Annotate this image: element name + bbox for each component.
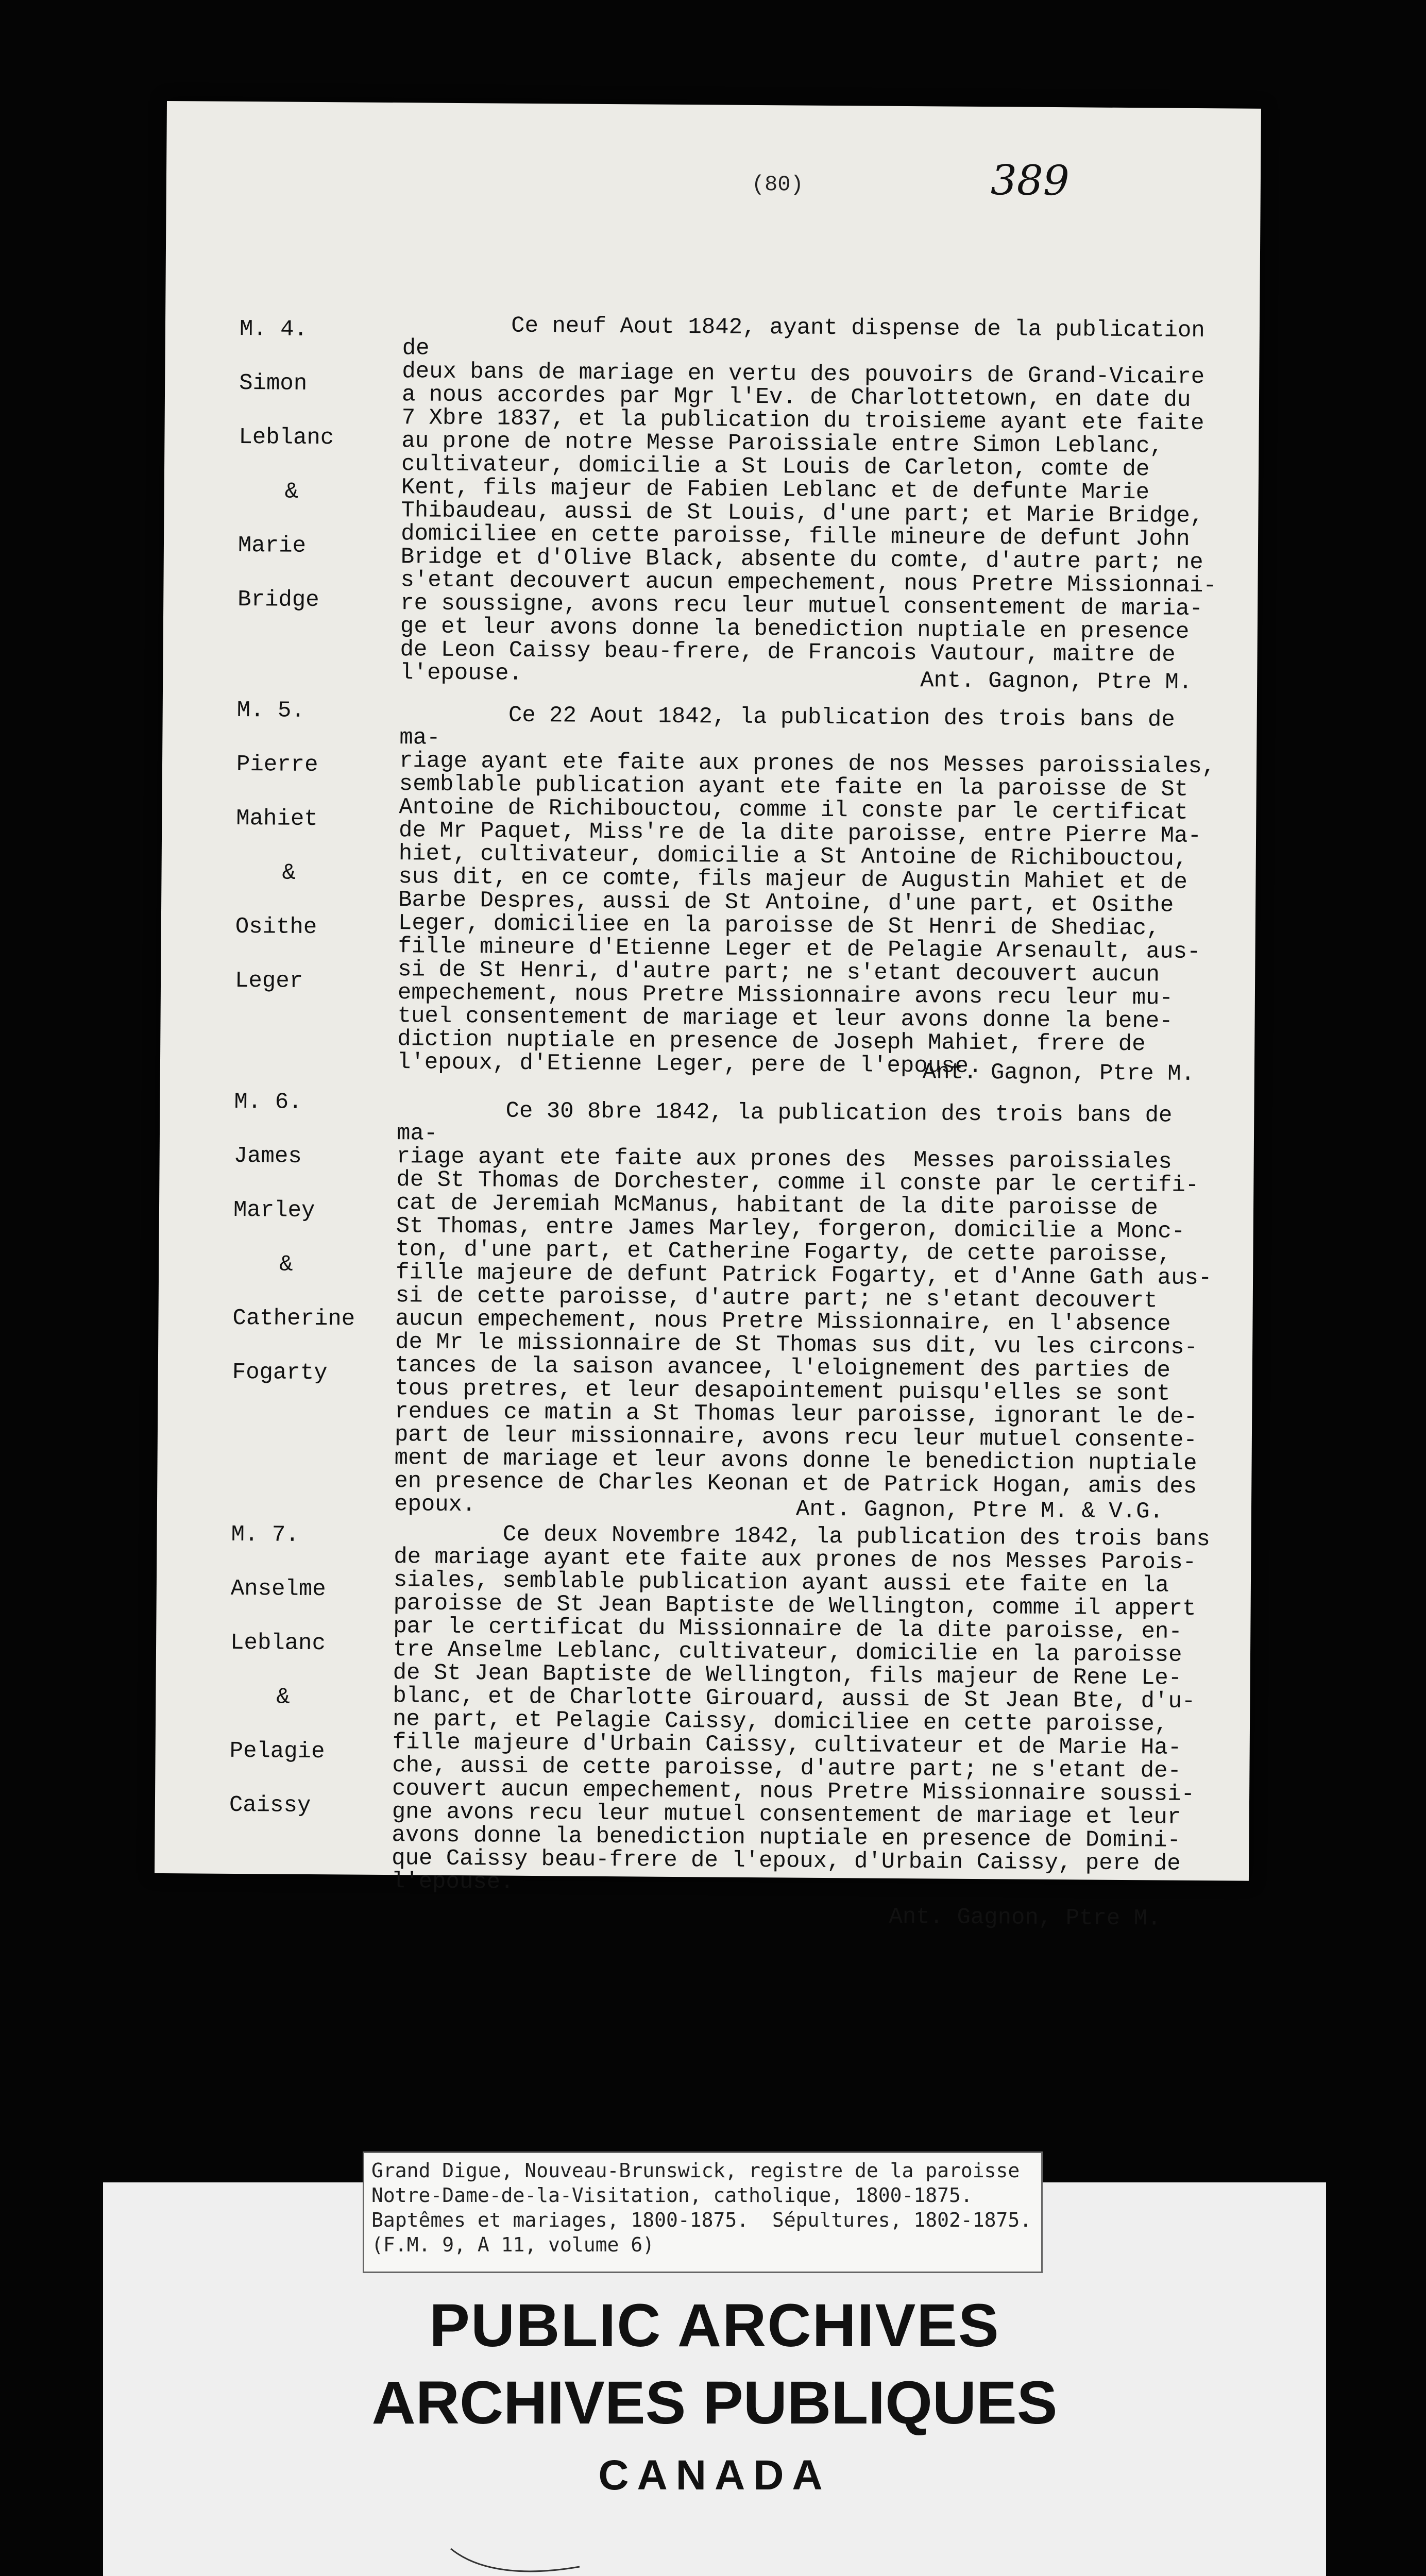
entry-number: M. 6. bbox=[234, 1089, 302, 1115]
bride-first-name: Marie bbox=[237, 532, 307, 559]
groom-surname: Leblanc bbox=[239, 424, 334, 451]
groom-first-name: Simon bbox=[239, 370, 308, 397]
priest-signature: Ant. Gagnon, Ptre M. bbox=[920, 668, 1193, 696]
entry-text: Ce deux Novembre 1842, la publication des trois bans de mariage ayant ete faite aux prones de nos Messes Parois- siales, semblable publication ayant aussi ete faite en la paroisse de St Jean Baptiste de Wellington, comme il appert par le certificat du Missionnaire de la dite paroisse, en- tre Anselme Leblanc, cultivateur, domicilie en la paroisse de St Jean Baptiste de Wellington, fils majeur de Rene Le- blanc, et de Charlotte Girouard, aussi de St Jean Bte, d'u- ne part, et Pelagie Caissy, domiciliee en cette paroisse, fille majeure d'Urbain Caissy, cultivateur et de Marie Ha- che, aussi de cette paroisse, d'autre part; ne s'etant de- couvert aucun empechement, nous Pretre Missionnaire soussi- gne avons recu leur mutuel consentement de mariage et leur avons donne la benediction nuptiale en presence de Domini- que Caissy beau-frere de l'epoux, d'Urbain Caissy, pere de l'epouse. bbox=[391, 1521, 1210, 1895]
entry-margin bbox=[229, 1508, 386, 1834]
archives-country: CANADA bbox=[598, 2452, 831, 2499]
collection-label: Grand Digue, Nouveau-Brunswick, registre de la paroisse Notre-Dame-de-la-Visitation, catholique, 1800-1875. Baptêmes et mariages, 1800-1875. Sépultures, 1802-1875. (F.M. 9, A 11, volume 6) bbox=[363, 2151, 1043, 2273]
entry-number: M. 4. bbox=[239, 316, 308, 343]
page-folio-number: 389 bbox=[990, 156, 1070, 205]
page-folio-old: (80) bbox=[751, 172, 804, 197]
bride-surname: Leger bbox=[234, 968, 303, 994]
groom-first-name: James bbox=[233, 1143, 302, 1170]
entry-number: M. 7. bbox=[231, 1521, 299, 1548]
groom-first-name: Pierre bbox=[236, 751, 318, 778]
groom-first-name: Anselme bbox=[230, 1575, 326, 1603]
entry-text: Ce 22 Aout 1842, la publication des trois bans de ma- riage ayant ete faite aux prones de nos Messes paroissiales, semblable publication ayant ete faite en la paroisse de St Antoine de Richibouctou, comme il conste par le certificat de Mr Paquet, Miss're de la dite paroisse, entre Pierre Ma- hiet, cultivateur, domicilie a St Antoine de Richibouctou, sus dit, en ce comte, fils majeur de Augustin Mahiet et de Barbe Despres, aussi de St Antoine, d'une part, et Osithe Leger, domiciliee en la paroisse de St Henri de Shediac, fille mineure d'Etienne Leger et de Pelagie Arsenault, aus- si de St Henri, d'autre part; ne s'etant decouvert aucun empechement, nous Pretre Missionnaire avons recu leur mu- tuel consentement de mariage et leur avons donne la bene- diction nuptiale en presence de Joseph Mahiet, frere de l'epoux, d'Etienne Leger, pere de l'epouse. bbox=[397, 702, 1216, 1080]
groom-surname: Mahiet bbox=[236, 805, 318, 833]
ampersand: & bbox=[282, 860, 296, 886]
marriage-entry bbox=[165, 302, 1260, 696]
groom-surname: Marley bbox=[233, 1197, 315, 1224]
archives-card bbox=[103, 2159, 1326, 2576]
ampersand: & bbox=[284, 479, 299, 505]
pen-mark bbox=[448, 2546, 582, 2576]
entry-margin bbox=[237, 302, 394, 628]
entry-text: Ce neuf Aout 1842, ayant dispense de la publication de deux bans de mariage en vertu des pouvoirs de Grand-Vicaire a nous accordes par Mgr l'Ev. de Charlottetown, en date du 7 Xbre 1837, et la publication du troisieme ayant ete faite au prone de notre Messe Paroissiale entre Simon Leblanc, cultivateur, domicilie a St Louis de Carleton, comte de Kent, fils majeur de Fabien Leblanc et de defunte Marie Thibaudeau, aussi de St Louis, d'une part; et Marie Bridge, domiciliee en cette paroisse, fille mineure de defunt John Bridge et d'Olive Black, absente du comte, d'autre part; ne s'etant decouvert aucun empechement, nous Pretre Missionnai- re soussigne, avons recu leur mutuel consentement de maria- ge et leur avons donne la benediction nuptiale en presence de Leon Caissy beau-frere, de Francois Vautour, maitre de l'epouse. bbox=[400, 312, 1219, 687]
priest-signature: Ant. Gagnon, Ptre M. bbox=[922, 1059, 1195, 1087]
bride-surname: Bridge bbox=[237, 586, 319, 614]
bride-surname: Caissy bbox=[229, 1792, 311, 1819]
entry-margin bbox=[232, 1075, 388, 1401]
priest-signature: Ant. Gagnon, Ptre M. & V.G. bbox=[795, 1496, 1164, 1525]
bride-first-name: Catherine bbox=[232, 1305, 355, 1332]
bride-surname: Fogarty bbox=[232, 1359, 328, 1386]
bride-first-name: Osithe bbox=[235, 913, 317, 941]
ampersand: & bbox=[276, 1684, 290, 1710]
groom-surname: Leblanc bbox=[230, 1630, 326, 1657]
archives-title-english: PUBLIC ARCHIVES bbox=[429, 2292, 1000, 2360]
entry-number: M. 5. bbox=[236, 697, 305, 724]
bride-first-name: Pelagie bbox=[229, 1738, 325, 1765]
ampersand: & bbox=[279, 1251, 293, 1278]
archives-title-french: ARCHIVES PUBLIQUES bbox=[371, 2369, 1058, 2437]
priest-signature: Ant. Gagnon, Ptre M. bbox=[889, 1904, 1161, 1932]
entry-text: Ce 30 8bre 1842, la publication des trois bans de ma- riage ayant ete faite aux prones des Messes paroissiales de St Thomas de Dorchester, comme il conste par le certifi- cat de Jeremiah McManus, habitant de la dite paroisse de St Thomas, entre James Marley, forgeron, domicilie a Monc- ton, d'une part, et Catherine Fogarty, de cette paroisse, fille majeure de defunt Patrick Fogarty, et d'Anne Gath aus- si de cette paroisse, d'autre part; ne s'etant decouvert aucun empechement, nous Pretre Missionnaire, en l'absence de Mr le missionnaire de St Thomas sus dit, vu les circons- tances de la saison avancee, l'eloignement des parties de tous pretres, et leur desapointement puisqu'elles se sont rendues ce matin a St Thomas leur paroisse, ignorant le de- part de leur missionnaire, avons recu leur mutuel consente- ment de mariage et leur avons donne le benediction nuptiale en presence de Charles Keonan et de Patrick Hogan, amis des epoux. bbox=[394, 1097, 1212, 1518]
entry-margin bbox=[235, 684, 392, 1009]
register-page bbox=[155, 101, 1261, 1932]
